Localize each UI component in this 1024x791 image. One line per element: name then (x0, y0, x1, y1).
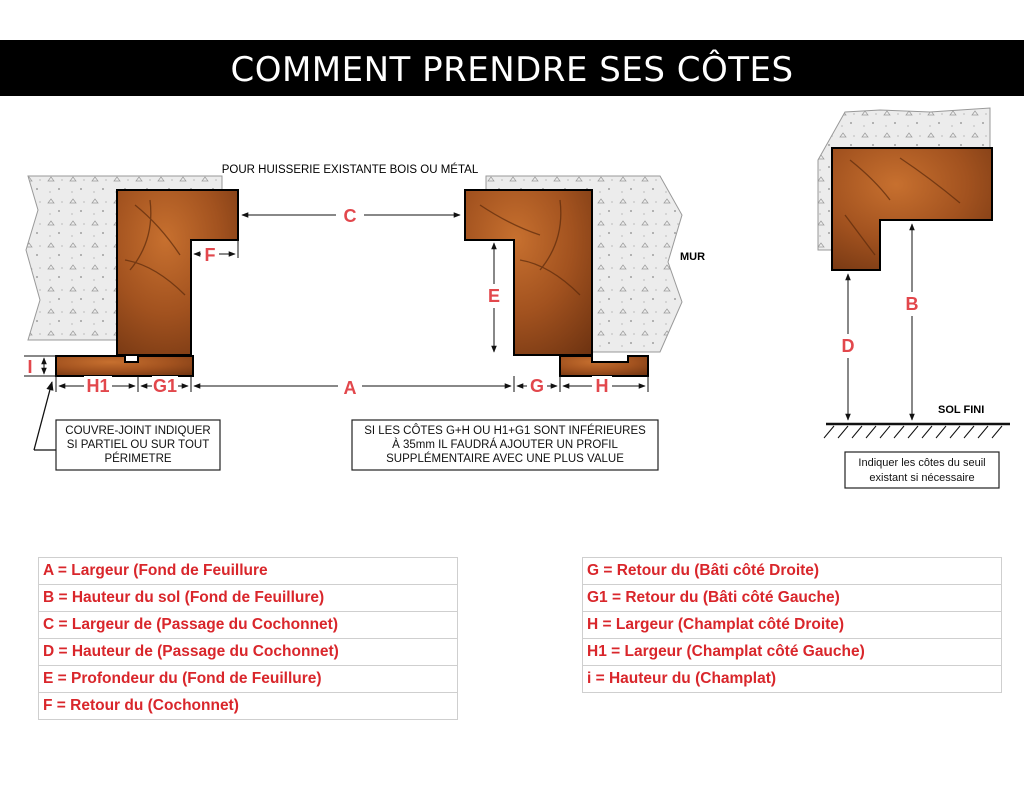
dim-label-f: F (204, 245, 216, 265)
legend-item-h1: H1 = Largeur (Champlat côté Gauche) (583, 639, 1002, 666)
note-right-line-1: Indiquer les côtes du seuil (858, 457, 986, 469)
legend-row (39, 693, 458, 720)
dim-label-g1: G1 (152, 376, 178, 396)
legend-item-a: A = Largeur (Fond de Feuillure (39, 558, 458, 585)
dim-label-b: B (905, 294, 919, 314)
legend-item-b: B = Hauteur du sol (Fond de Feuillure) (39, 585, 458, 612)
note-left-line-3: PÉRIMETRE (104, 453, 172, 465)
note-left-line-2: SI PARTIEL OU SUR TOUT (66, 439, 210, 451)
legend-row (39, 585, 458, 612)
left-casing (56, 356, 193, 376)
floor-label: SOL FINI (938, 404, 985, 416)
right-door-frame (465, 190, 592, 355)
legend-row (39, 558, 458, 585)
measurement-diagram (0, 96, 1024, 496)
title-bar (0, 40, 1024, 96)
note-center-line-2: À 35mm IL FAUDRÁ AJOUTER UN PROFIL (392, 439, 618, 451)
legend-item-g: G = Retour du (Bâti côté Droite) (583, 558, 1002, 585)
dim-label-e: E (487, 286, 501, 306)
dim-label-a: A (343, 378, 357, 398)
dim-label-h1: H1 (86, 376, 110, 396)
note-right-line-2: existant si nécessaire (869, 472, 975, 484)
legend-item-d: D = Hauteur de (Passage du Cochonnet) (39, 639, 458, 666)
dim-label-c: C (343, 206, 357, 226)
legend-item-i: i = Hauteur du (Champlat) (583, 666, 1002, 693)
dim-label-h: H (595, 376, 609, 396)
caption-top: POUR HUISSERIE EXISTANTE BOIS OU MÉTAL (221, 164, 479, 176)
note-left-line-1: COUVRE-JOINT INDIQUER (65, 425, 211, 437)
legend-row (39, 639, 458, 666)
legend-row (583, 558, 1002, 585)
legend-row (39, 666, 458, 693)
legend-item-e: E = Profondeur du (Fond de Feuillure) (39, 666, 458, 693)
wall-label: MUR (680, 251, 706, 263)
legend-item-g1: G1 = Retour du (Bâti côté Gauche) (583, 585, 1002, 612)
legend-row (583, 639, 1002, 666)
legend-table-right (582, 557, 1002, 693)
legend-item-h: H = Largeur (Champlat côté Droite) (583, 612, 1002, 639)
note-center-line-3: SUPPLÉMENTAIRE AVEC UNE PLUS VALUE (386, 453, 624, 465)
left-door-frame (117, 190, 238, 355)
leader-arrow (34, 382, 52, 450)
legend-row (583, 666, 1002, 693)
legend-row (583, 612, 1002, 639)
note-center-line-1: SI LES CÔTES G+H OU H1+G1 SONT INFÉRIEURES (364, 425, 646, 437)
dim-label-g: G (529, 376, 545, 396)
legend-table-left (38, 557, 458, 720)
legend-item-f: F = Retour du (Cochonnet) (39, 693, 458, 720)
dim-label-d: D (841, 336, 855, 356)
legend-row (39, 612, 458, 639)
right-casing (560, 356, 648, 376)
dim-label-i: I (27, 357, 33, 377)
legend-row (583, 585, 1002, 612)
legend-item-c: C = Largeur de (Passage du Cochonnet) (39, 612, 458, 639)
page-title: COMMENT PRENDRE SES CÔTES (230, 50, 794, 90)
floor-hatch (824, 426, 1002, 438)
